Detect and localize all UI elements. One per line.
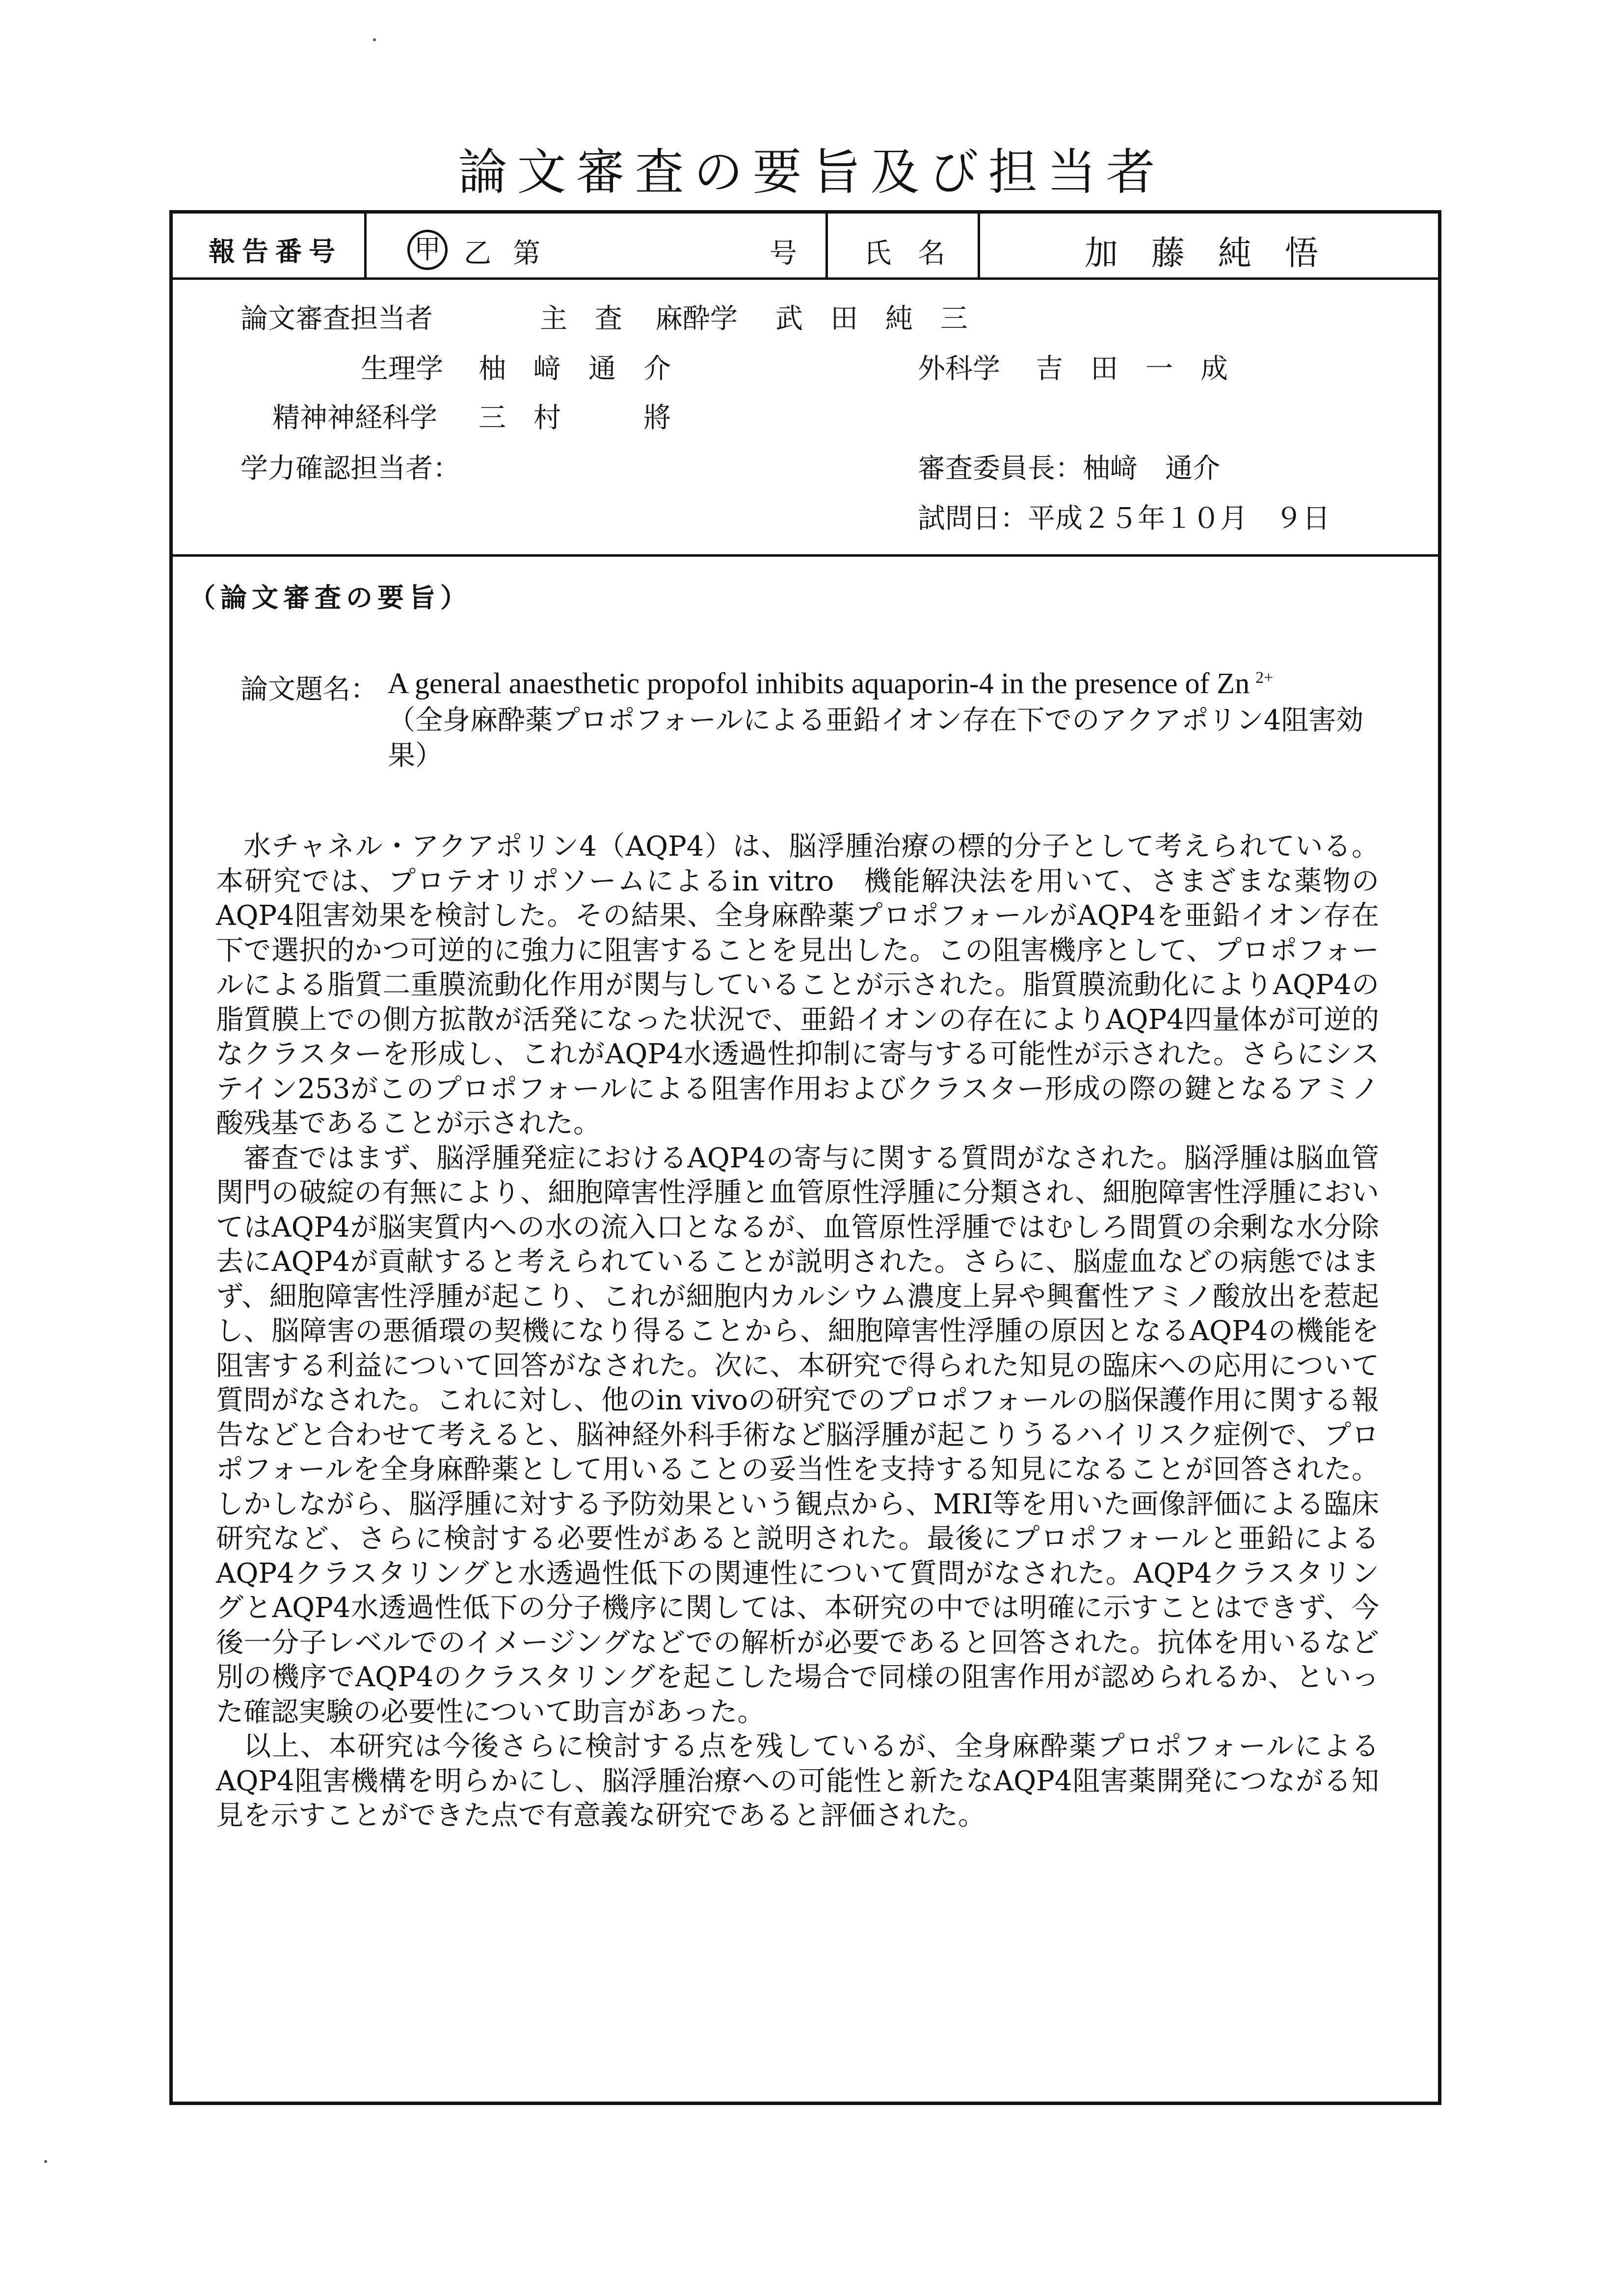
summary-paragraph-3: 以上、本研究は今後さらに検討する点を残しているが、全身麻酔薬プロポフォールによるAQP4阻害機構を明らかにし、脳浮腫治療への可能性と新たなAQP4阻害薬開発につながる知見を示すことができた点で有意義な研究であると評価された。	[216, 1730, 1379, 1832]
summary-body	[216, 830, 1379, 1834]
chief-examiner-dept: 麻酔学	[655, 303, 738, 335]
examiner-2-name: 吉 田 一 成	[1036, 353, 1228, 385]
summary-paragraph-1: 水チャネル・アクアポリン4（AQP4）は、脳浮腫治療の標的分子として考えられている。本研究では、プロテオリポソームによるin vitro 機能解決法を用いて、さまざまな薬物のAQP4阻害効果を検討した。その結果、全身麻酔薬プロポフォールがAQP4を亜鉛イオン存在下で選択的かつ可逆的に強力に阻害することを見出した。この阻害機序として、プロポフォールによる脂質二重膜流動化作用が関与していることが示された。脂質膜流動化によりAQP4の脂質膜上での側方拡散が活発になった状況で、亜鉛イオンの存在によりAQP4四量体が可逆的なクラスターを形成し、これがAQP4水透過性抑制に寄与する可能性が示された。さらにシステイン253がこのプロポフォールによる阻害作用およびクラスター形成の際の鍵となるアミノ酸残基であることが示された。	[216, 831, 1379, 1139]
report-dai: 第	[513, 238, 540, 270]
chief-examiner-name: 武 田 純 三	[775, 303, 968, 335]
candidate-name: 加 藤 純 悟	[1085, 234, 1319, 273]
header-col-divider	[825, 214, 828, 277]
chief-examiner-role: 主 査	[540, 303, 622, 335]
academic-check-label: 学力確認担当者：	[240, 453, 460, 485]
report-go: 号	[770, 238, 797, 270]
examiner-3-name: 三 村 將	[479, 402, 671, 434]
report-number-label: 報告番号	[209, 236, 342, 267]
examiners-label: 論文審査担当者	[240, 303, 433, 335]
scan-speck	[44, 2160, 47, 2163]
name-label-mei: 名	[918, 238, 945, 270]
type-kou-circled: 甲	[407, 230, 448, 270]
examiner-block-divider	[173, 554, 1438, 557]
exam-date: 試問日：平成２５年１０月 ９日	[918, 503, 1330, 535]
examiner-3-dept: 精神神経科学	[272, 402, 437, 434]
name-label-shi: 氏	[864, 238, 891, 270]
examiner-1-dept: 生理学	[361, 353, 443, 385]
thesis-title-label: 論文題名：	[240, 674, 378, 705]
committee-chair: 審査委員長：柚﨑 通介	[918, 453, 1220, 485]
examiner-2-dept: 外科学	[918, 353, 1000, 385]
thesis-title-english	[388, 667, 1273, 701]
scan-speck	[373, 38, 376, 41]
document-title: 論文審査の要旨及び担当者	[458, 143, 1165, 201]
thesis-title-japanese: （全身麻酔薬プロポフォールによる亜鉛イオン存在下でのアクアポリン4阻害効果）	[388, 704, 1364, 772]
type-otsu: 乙	[464, 238, 491, 270]
summary-paragraph-2: 審査ではまず、脳浮腫発症におけるAQP4の寄与に関する質問がなされた。脳浮腫は脳血管関門の破綻の有無により、細胞障害性浮腫と血管原性浮腫に分類され、細胞障害性浮腫においてはAQP4が脳実質内への水の流入口となるが、血管原性浮腫ではむしろ間質の余剰な水分除去にAQP4が貢献すると考えられていることが説明された。さらに、脳虚血などの病態ではまず、細胞障害性浮腫が起こり、これが細胞内カルシウム濃度上昇や興奮性アミノ酸放出を惹起し、脳障害の悪循環の契機になり得ることから、細胞障害性浮腫の原因となるAQP4の機能を阻害する利益について回答がなされた。次に、本研究で得られた知見の臨床への応用について質問がなされた。これに対し、他のin vivoの研究でのプロポフォールの脳保護作用に関する報告などと合わせて考えると、脳神経外科手術など脳浮腫が起こりうるハイリスク症例で、プロポフォールを全身麻酔薬として用いることの妥当性を支持する知見になることが回答された。しかしながら、脳浮腫に対する予防効果という観点から、MRI等を用いた画像評価による臨床研究など、さらに検討する必要性があると説明された。最後にプロポフォールと亜鉛によるAQP4クラスタリングと水透過性低下の関連性について質問がなされた。AQP4クラスタリングとAQP4水透過性低下の分子機序に関しては、本研究の中では明確に示すことはできず、今後一分子レベルでのイメージングなどでの解析が必要であると回答された。抗体を用いるなど別の機序でAQP4のクラスタリングを起こした場合で同様の阻害作用が認められるか、といった確認実験の必要性について助言があった。	[216, 1142, 1379, 1728]
summary-heading: （論文審査の要旨）	[189, 582, 472, 613]
examiner-1-name: 柚 﨑 通 介	[479, 353, 671, 385]
zinc-ion-charge: 2+	[1255, 669, 1274, 687]
header-row-divider	[173, 277, 1438, 280]
thesis-title-english-text: A general anaesthetic propofol inhibits aquaporin-4 in the presence of Zn	[388, 667, 1250, 700]
header-col-divider	[978, 214, 980, 277]
header-col-divider	[364, 214, 367, 277]
